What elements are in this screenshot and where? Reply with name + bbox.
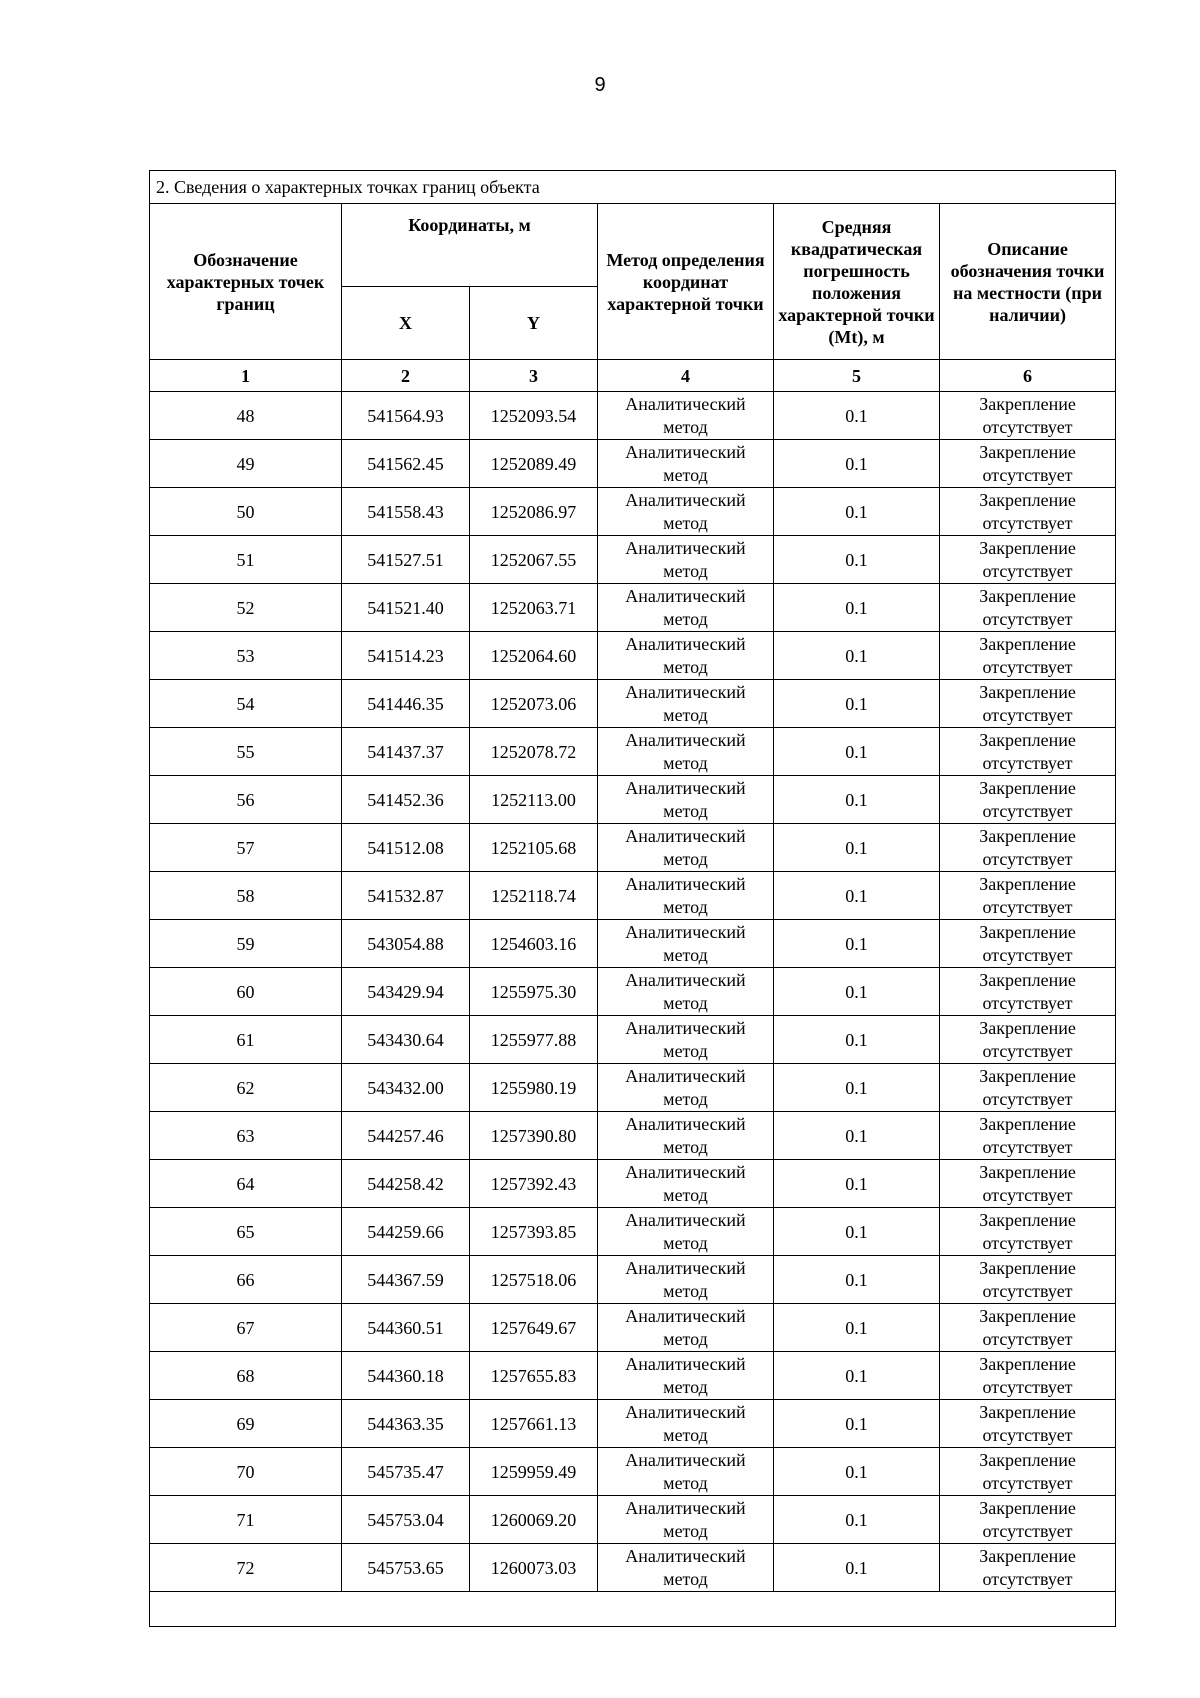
x-coordinate-cell: 544360.18 bbox=[342, 1352, 470, 1400]
y-coordinate-cell: 1252073.06 bbox=[470, 680, 598, 728]
description-cell-line-2: отсутствует bbox=[982, 800, 1073, 821]
mt-cell: 0.1 bbox=[774, 1352, 940, 1400]
point-id-cell: 59 bbox=[150, 920, 342, 968]
description-cell-line-1: Закрепление bbox=[979, 489, 1076, 510]
description-cell-line-1: Закрепление bbox=[979, 537, 1076, 558]
description-cell-line-2: отсутствует bbox=[982, 608, 1073, 629]
method-cell-line-1: Аналитический bbox=[625, 393, 746, 414]
method-cell-line-1: Аналитический bbox=[625, 873, 746, 894]
description-cell-line-1: Закрепление bbox=[979, 969, 1076, 990]
method-cell-line-1: Аналитический bbox=[625, 585, 746, 606]
y-coordinate-cell: 1252086.97 bbox=[470, 488, 598, 536]
description-cell-line-1: Закрепление bbox=[979, 1497, 1076, 1518]
method-cell-line-1: Аналитический bbox=[625, 1113, 746, 1134]
header-x: X bbox=[342, 287, 470, 360]
y-coordinate-cell: 1252118.74 bbox=[470, 872, 598, 920]
table-row bbox=[150, 728, 1116, 776]
description-cell bbox=[940, 920, 1116, 968]
mt-cell: 0.1 bbox=[774, 824, 940, 872]
table-row bbox=[150, 1352, 1116, 1400]
method-cell-line-2: метод bbox=[663, 1232, 708, 1253]
x-coordinate-cell: 544259.66 bbox=[342, 1208, 470, 1256]
method-cell-line-1: Аналитический bbox=[625, 1257, 746, 1278]
point-id-cell: 48 bbox=[150, 392, 342, 440]
y-coordinate-cell: 1252078.72 bbox=[470, 728, 598, 776]
column-number: 2 bbox=[342, 360, 470, 392]
x-coordinate-cell: 541514.23 bbox=[342, 632, 470, 680]
method-cell bbox=[598, 584, 774, 632]
method-cell bbox=[598, 1064, 774, 1112]
point-id-cell: 50 bbox=[150, 488, 342, 536]
description-cell bbox=[940, 392, 1116, 440]
description-cell bbox=[940, 776, 1116, 824]
x-coordinate-cell: 541532.87 bbox=[342, 872, 470, 920]
y-coordinate-cell: 1257661.13 bbox=[470, 1400, 598, 1448]
x-coordinate-cell: 541527.51 bbox=[342, 536, 470, 584]
description-cell bbox=[940, 1256, 1116, 1304]
boundary-points-table bbox=[149, 170, 1116, 1627]
mt-cell: 0.1 bbox=[774, 1400, 940, 1448]
x-coordinate-cell: 541512.08 bbox=[342, 824, 470, 872]
mt-cell: 0.1 bbox=[774, 1448, 940, 1496]
method-cell bbox=[598, 1160, 774, 1208]
description-cell bbox=[940, 1208, 1116, 1256]
method-cell-line-2: метод bbox=[663, 1568, 708, 1589]
mt-cell: 0.1 bbox=[774, 392, 940, 440]
method-cell bbox=[598, 920, 774, 968]
method-cell-line-1: Аналитический bbox=[625, 1401, 746, 1422]
method-cell-line-2: метод bbox=[663, 752, 708, 773]
column-number: 5 bbox=[774, 360, 940, 392]
x-coordinate-cell: 544258.42 bbox=[342, 1160, 470, 1208]
column-number-row bbox=[150, 360, 1116, 392]
mt-cell: 0.1 bbox=[774, 968, 940, 1016]
point-id-cell: 51 bbox=[150, 536, 342, 584]
header-coordinates: Координаты, м bbox=[342, 204, 598, 287]
description-cell-line-2: отсутствует bbox=[982, 512, 1073, 533]
method-cell-line-2: метод bbox=[663, 1520, 708, 1541]
point-id-cell: 66 bbox=[150, 1256, 342, 1304]
mt-cell: 0.1 bbox=[774, 776, 940, 824]
mt-cell: 0.1 bbox=[774, 1016, 940, 1064]
method-cell bbox=[598, 728, 774, 776]
description-cell-line-2: отсутствует bbox=[982, 1520, 1073, 1541]
table-row bbox=[150, 1064, 1116, 1112]
y-coordinate-cell: 1260069.20 bbox=[470, 1496, 598, 1544]
method-cell-line-2: метод bbox=[663, 416, 708, 437]
x-coordinate-cell: 541446.35 bbox=[342, 680, 470, 728]
description-cell-line-2: отсутствует bbox=[982, 464, 1073, 485]
table-row bbox=[150, 1448, 1116, 1496]
description-cell-line-1: Закрепление bbox=[979, 729, 1076, 750]
point-id-cell: 62 bbox=[150, 1064, 342, 1112]
method-cell-line-1: Аналитический bbox=[625, 633, 746, 654]
description-cell-line-1: Закрепление bbox=[979, 1017, 1076, 1038]
y-coordinate-cell: 1252063.71 bbox=[470, 584, 598, 632]
method-cell bbox=[598, 536, 774, 584]
method-cell-line-1: Аналитический bbox=[625, 1305, 746, 1326]
method-cell-line-1: Аналитический bbox=[625, 441, 746, 462]
description-cell-line-1: Закрепление bbox=[979, 441, 1076, 462]
description-cell-line-1: Закрепление bbox=[979, 633, 1076, 654]
y-coordinate-cell: 1252093.54 bbox=[470, 392, 598, 440]
description-cell-line-1: Закрепление bbox=[979, 393, 1076, 414]
point-id-cell: 65 bbox=[150, 1208, 342, 1256]
point-id-cell: 68 bbox=[150, 1352, 342, 1400]
description-cell bbox=[940, 728, 1116, 776]
y-coordinate-cell: 1255975.30 bbox=[470, 968, 598, 1016]
mt-cell: 0.1 bbox=[774, 1208, 940, 1256]
method-cell-line-1: Аналитический bbox=[625, 1065, 746, 1086]
method-cell bbox=[598, 968, 774, 1016]
mt-cell: 0.1 bbox=[774, 488, 940, 536]
table-row bbox=[150, 824, 1116, 872]
table-row bbox=[150, 584, 1116, 632]
table-row bbox=[150, 776, 1116, 824]
method-cell bbox=[598, 776, 774, 824]
x-coordinate-cell: 541452.36 bbox=[342, 776, 470, 824]
y-coordinate-cell: 1257518.06 bbox=[470, 1256, 598, 1304]
y-coordinate-cell: 1257392.43 bbox=[470, 1160, 598, 1208]
method-cell-line-2: метод bbox=[663, 800, 708, 821]
mt-cell: 0.1 bbox=[774, 1112, 940, 1160]
description-cell-line-2: отсутствует bbox=[982, 992, 1073, 1013]
description-cell bbox=[940, 488, 1116, 536]
method-cell bbox=[598, 1496, 774, 1544]
x-coordinate-cell: 545753.04 bbox=[342, 1496, 470, 1544]
description-cell bbox=[940, 1544, 1116, 1592]
description-cell-line-1: Закрепление bbox=[979, 873, 1076, 894]
point-id-cell: 64 bbox=[150, 1160, 342, 1208]
x-coordinate-cell: 545753.65 bbox=[342, 1544, 470, 1592]
method-cell-line-1: Аналитический bbox=[625, 1017, 746, 1038]
x-coordinate-cell: 544363.35 bbox=[342, 1400, 470, 1448]
method-cell bbox=[598, 872, 774, 920]
description-cell bbox=[940, 1016, 1116, 1064]
description-cell-line-1: Закрепление bbox=[979, 1257, 1076, 1278]
x-coordinate-cell: 543432.00 bbox=[342, 1064, 470, 1112]
page-number: 9 bbox=[594, 74, 606, 96]
method-cell bbox=[598, 440, 774, 488]
description-cell bbox=[940, 1400, 1116, 1448]
method-cell bbox=[598, 1016, 774, 1064]
table-row bbox=[150, 392, 1116, 440]
section-title: 2. Сведения о характерных точках границ объекта bbox=[150, 171, 1116, 204]
description-cell-line-2: отсутствует bbox=[982, 896, 1073, 917]
method-cell bbox=[598, 1112, 774, 1160]
y-coordinate-cell: 1252105.68 bbox=[470, 824, 598, 872]
description-cell bbox=[940, 1304, 1116, 1352]
method-cell-line-1: Аналитический bbox=[625, 537, 746, 558]
y-coordinate-cell: 1255977.88 bbox=[470, 1016, 598, 1064]
point-id-cell: 70 bbox=[150, 1448, 342, 1496]
x-coordinate-cell: 544360.51 bbox=[342, 1304, 470, 1352]
method-cell-line-2: метод bbox=[663, 608, 708, 629]
header-description: Описание обозначения точки на местности (при наличии) bbox=[940, 204, 1116, 360]
x-coordinate-cell: 544257.46 bbox=[342, 1112, 470, 1160]
method-cell-line-2: метод bbox=[663, 1424, 708, 1445]
point-id-cell: 49 bbox=[150, 440, 342, 488]
y-coordinate-cell: 1254603.16 bbox=[470, 920, 598, 968]
mt-cell: 0.1 bbox=[774, 584, 940, 632]
x-coordinate-cell: 544367.59 bbox=[342, 1256, 470, 1304]
y-coordinate-cell: 1255980.19 bbox=[470, 1064, 598, 1112]
x-coordinate-cell: 543430.64 bbox=[342, 1016, 470, 1064]
description-cell bbox=[940, 632, 1116, 680]
method-cell-line-2: метод bbox=[663, 1136, 708, 1157]
method-cell-line-2: метод bbox=[663, 1376, 708, 1397]
table-row bbox=[150, 1208, 1116, 1256]
description-cell-line-2: отсутствует bbox=[982, 944, 1073, 965]
column-number: 3 bbox=[470, 360, 598, 392]
point-id-cell: 60 bbox=[150, 968, 342, 1016]
description-cell-line-2: отсутствует bbox=[982, 1040, 1073, 1061]
method-cell-line-2: метод bbox=[663, 656, 708, 677]
description-cell-line-2: отсутствует bbox=[982, 1472, 1073, 1493]
method-cell-line-1: Аналитический bbox=[625, 969, 746, 990]
y-coordinate-cell: 1257390.80 bbox=[470, 1112, 598, 1160]
point-id-cell: 61 bbox=[150, 1016, 342, 1064]
table-row bbox=[150, 1544, 1116, 1592]
mt-cell: 0.1 bbox=[774, 1160, 940, 1208]
description-cell-line-2: отсутствует bbox=[982, 1328, 1073, 1349]
y-coordinate-cell: 1252067.55 bbox=[470, 536, 598, 584]
empty-footer-cell bbox=[150, 1592, 1116, 1627]
method-cell bbox=[598, 1256, 774, 1304]
description-cell bbox=[940, 968, 1116, 1016]
description-cell-line-1: Закрепление bbox=[979, 585, 1076, 606]
table-row bbox=[150, 1304, 1116, 1352]
description-cell-line-2: отсутствует bbox=[982, 1232, 1073, 1253]
method-cell bbox=[598, 1304, 774, 1352]
method-cell bbox=[598, 1448, 774, 1496]
mt-cell: 0.1 bbox=[774, 728, 940, 776]
method-cell bbox=[598, 1544, 774, 1592]
point-id-cell: 52 bbox=[150, 584, 342, 632]
description-cell-line-2: отсутствует bbox=[982, 656, 1073, 677]
method-cell-line-1: Аналитический bbox=[625, 1449, 746, 1470]
description-cell-line-1: Закрепление bbox=[979, 1305, 1076, 1326]
description-cell bbox=[940, 680, 1116, 728]
table-row bbox=[150, 488, 1116, 536]
y-coordinate-cell: 1252064.60 bbox=[470, 632, 598, 680]
method-cell-line-2: метод bbox=[663, 704, 708, 725]
description-cell bbox=[940, 1448, 1116, 1496]
method-cell-line-2: метод bbox=[663, 1472, 708, 1493]
mt-cell: 0.1 bbox=[774, 872, 940, 920]
mt-cell: 0.1 bbox=[774, 632, 940, 680]
y-coordinate-cell: 1257393.85 bbox=[470, 1208, 598, 1256]
description-cell-line-1: Закрепление bbox=[979, 681, 1076, 702]
method-cell-line-1: Аналитический bbox=[625, 1545, 746, 1566]
x-coordinate-cell: 541562.45 bbox=[342, 440, 470, 488]
table-row bbox=[150, 632, 1116, 680]
section-title-row bbox=[150, 171, 1116, 204]
description-cell-line-2: отсутствует bbox=[982, 752, 1073, 773]
description-cell bbox=[940, 1496, 1116, 1544]
description-cell-line-2: отсутствует bbox=[982, 704, 1073, 725]
x-coordinate-cell: 541558.43 bbox=[342, 488, 470, 536]
point-id-cell: 63 bbox=[150, 1112, 342, 1160]
point-id-cell: 67 bbox=[150, 1304, 342, 1352]
description-cell bbox=[940, 872, 1116, 920]
method-cell-line-1: Аналитический bbox=[625, 1161, 746, 1182]
description-cell-line-2: отсутствует bbox=[982, 1184, 1073, 1205]
description-cell-line-1: Закрепление bbox=[979, 1449, 1076, 1470]
point-id-cell: 54 bbox=[150, 680, 342, 728]
y-coordinate-cell: 1260073.03 bbox=[470, 1544, 598, 1592]
method-cell-line-2: метод bbox=[663, 1328, 708, 1349]
point-id-cell: 55 bbox=[150, 728, 342, 776]
method-cell bbox=[598, 1352, 774, 1400]
mt-cell: 0.1 bbox=[774, 536, 940, 584]
method-cell-line-1: Аналитический bbox=[625, 921, 746, 942]
table-row bbox=[150, 440, 1116, 488]
method-cell-line-2: метод bbox=[663, 896, 708, 917]
description-cell-line-2: отсутствует bbox=[982, 848, 1073, 869]
description-cell-line-2: отсутствует bbox=[982, 1280, 1073, 1301]
description-cell-line-1: Закрепление bbox=[979, 1353, 1076, 1374]
description-cell-line-2: отсутствует bbox=[982, 1424, 1073, 1445]
header-point-designation: Обозначение характерных точек границ bbox=[150, 204, 342, 360]
mt-cell: 0.1 bbox=[774, 1304, 940, 1352]
y-coordinate-cell: 1259959.49 bbox=[470, 1448, 598, 1496]
description-cell-line-2: отсутствует bbox=[982, 560, 1073, 581]
description-cell bbox=[940, 1352, 1116, 1400]
header-y: Y bbox=[470, 287, 598, 360]
method-cell-line-1: Аналитический bbox=[625, 1353, 746, 1374]
method-cell-line-2: метод bbox=[663, 992, 708, 1013]
method-cell-line-2: метод bbox=[663, 464, 708, 485]
mt-cell: 0.1 bbox=[774, 920, 940, 968]
mt-cell: 0.1 bbox=[774, 440, 940, 488]
header-mean-square-error: Средняя квадратическая погрешность положения характерной точки (Mt), м bbox=[774, 204, 940, 360]
description-cell-line-1: Закрепление bbox=[979, 921, 1076, 942]
description-cell bbox=[940, 440, 1116, 488]
method-cell bbox=[598, 1208, 774, 1256]
mt-cell: 0.1 bbox=[774, 1064, 940, 1112]
point-id-cell: 69 bbox=[150, 1400, 342, 1448]
method-cell-line-2: метод bbox=[663, 848, 708, 869]
x-coordinate-cell: 541564.93 bbox=[342, 392, 470, 440]
table-row bbox=[150, 1496, 1116, 1544]
table-row bbox=[150, 920, 1116, 968]
method-cell bbox=[598, 824, 774, 872]
mt-cell: 0.1 bbox=[774, 1256, 940, 1304]
method-cell bbox=[598, 1400, 774, 1448]
table-row bbox=[150, 1400, 1116, 1448]
description-cell bbox=[940, 536, 1116, 584]
method-cell bbox=[598, 488, 774, 536]
x-coordinate-cell: 545735.47 bbox=[342, 1448, 470, 1496]
table-row bbox=[150, 968, 1116, 1016]
description-cell-line-1: Закрепление bbox=[979, 1065, 1076, 1086]
table-row bbox=[150, 536, 1116, 584]
method-cell-line-2: метод bbox=[663, 512, 708, 533]
description-cell bbox=[940, 824, 1116, 872]
method-cell bbox=[598, 632, 774, 680]
method-cell-line-1: Аналитический bbox=[625, 489, 746, 510]
point-id-cell: 57 bbox=[150, 824, 342, 872]
description-cell-line-1: Закрепление bbox=[979, 1401, 1076, 1422]
column-number: 6 bbox=[940, 360, 1116, 392]
description-cell bbox=[940, 1160, 1116, 1208]
header-row-1 bbox=[150, 204, 1116, 287]
y-coordinate-cell: 1252113.00 bbox=[470, 776, 598, 824]
y-coordinate-cell: 1257655.83 bbox=[470, 1352, 598, 1400]
method-cell-line-1: Аналитический bbox=[625, 729, 746, 750]
empty-footer-row bbox=[150, 1592, 1116, 1627]
description-cell-line-2: отсутствует bbox=[982, 1088, 1073, 1109]
table-row bbox=[150, 1256, 1116, 1304]
method-cell-line-1: Аналитический bbox=[625, 825, 746, 846]
description-cell bbox=[940, 1112, 1116, 1160]
description-cell-line-2: отсутствует bbox=[982, 416, 1073, 437]
description-cell-line-1: Закрепление bbox=[979, 1545, 1076, 1566]
point-id-cell: 53 bbox=[150, 632, 342, 680]
mt-cell: 0.1 bbox=[774, 680, 940, 728]
description-cell-line-1: Закрепление bbox=[979, 777, 1076, 798]
point-id-cell: 56 bbox=[150, 776, 342, 824]
method-cell-line-2: метод bbox=[663, 1040, 708, 1061]
point-id-cell: 72 bbox=[150, 1544, 342, 1592]
table-row bbox=[150, 1016, 1116, 1064]
table-row bbox=[150, 1160, 1116, 1208]
table-row bbox=[150, 1112, 1116, 1160]
header-method: Метод определения координат характерной точки bbox=[598, 204, 774, 360]
description-cell-line-2: отсутствует bbox=[982, 1376, 1073, 1397]
description-cell-line-1: Закрепление bbox=[979, 1209, 1076, 1230]
point-id-cell: 71 bbox=[150, 1496, 342, 1544]
method-cell-line-1: Аналитический bbox=[625, 777, 746, 798]
description-cell-line-2: отсутствует bbox=[982, 1568, 1073, 1589]
method-cell bbox=[598, 680, 774, 728]
x-coordinate-cell: 541437.37 bbox=[342, 728, 470, 776]
method-cell-line-2: метод bbox=[663, 1088, 708, 1109]
method-cell-line-2: метод bbox=[663, 1184, 708, 1205]
mt-cell: 0.1 bbox=[774, 1544, 940, 1592]
description-cell-line-1: Закрепление bbox=[979, 825, 1076, 846]
description-cell bbox=[940, 584, 1116, 632]
description-cell-line-1: Закрепление bbox=[979, 1113, 1076, 1134]
column-number: 1 bbox=[150, 360, 342, 392]
y-coordinate-cell: 1252089.49 bbox=[470, 440, 598, 488]
mt-cell: 0.1 bbox=[774, 1496, 940, 1544]
method-cell-line-1: Аналитический bbox=[625, 681, 746, 702]
x-coordinate-cell: 543054.88 bbox=[342, 920, 470, 968]
method-cell-line-1: Аналитический bbox=[625, 1209, 746, 1230]
description-cell bbox=[940, 1064, 1116, 1112]
table-row bbox=[150, 872, 1116, 920]
description-cell-line-1: Закрепление bbox=[979, 1161, 1076, 1182]
method-cell-line-1: Аналитический bbox=[625, 1497, 746, 1518]
y-coordinate-cell: 1257649.67 bbox=[470, 1304, 598, 1352]
method-cell-line-2: метод bbox=[663, 944, 708, 965]
method-cell-line-2: метод bbox=[663, 1280, 708, 1301]
method-cell bbox=[598, 392, 774, 440]
x-coordinate-cell: 541521.40 bbox=[342, 584, 470, 632]
method-cell-line-2: метод bbox=[663, 560, 708, 581]
x-coordinate-cell: 543429.94 bbox=[342, 968, 470, 1016]
description-cell-line-2: отсутствует bbox=[982, 1136, 1073, 1157]
point-id-cell: 58 bbox=[150, 872, 342, 920]
table-row bbox=[150, 680, 1116, 728]
column-number: 4 bbox=[598, 360, 774, 392]
